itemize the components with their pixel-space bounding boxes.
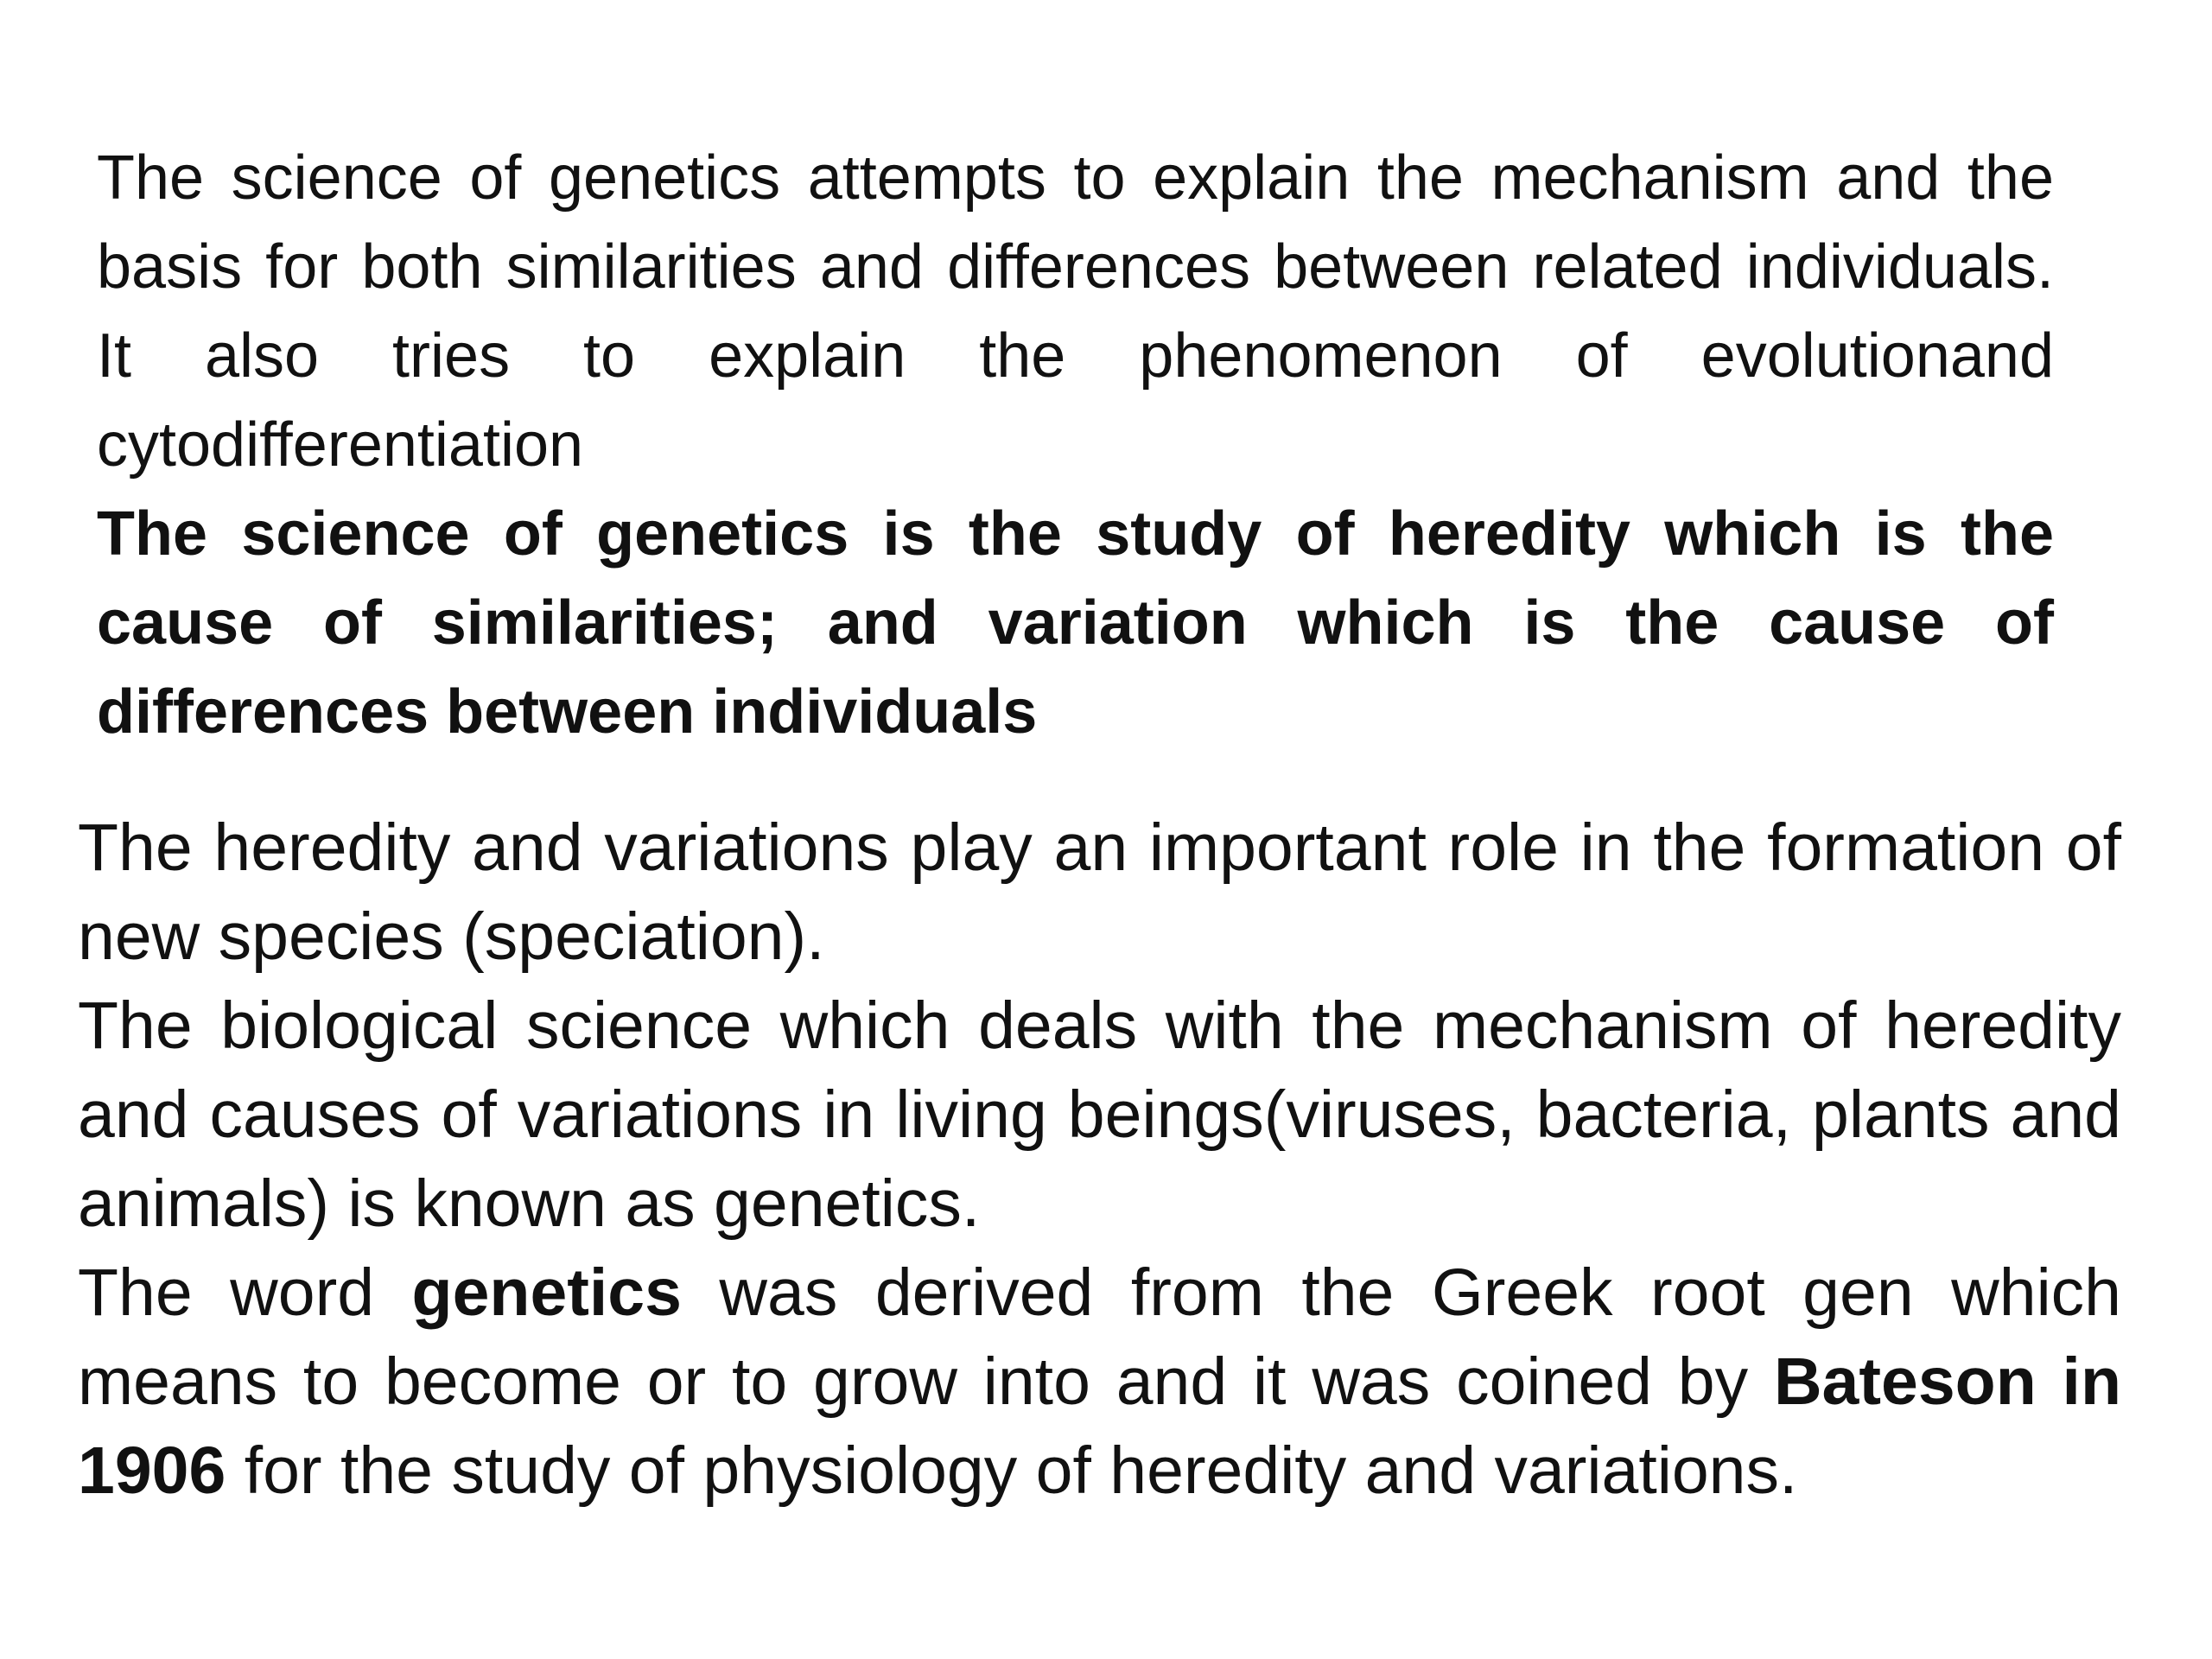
bateson-citation: Bateson in 1906 [78,1344,2121,1508]
intro-paragraph: The science of genetics attempts to explain the mechanism and the basis for both similarities and differences between related individuals. It also tries to explain the phenomenon of evolutionand cytodifferentiation [97,143,2054,480]
origin-text-3: for the study of physiology of heredity and variations. [226,1433,1798,1508]
word-origin-paragraph [78,1249,2121,1516]
intro-text-block [97,134,2054,757]
origin-text-2: was derived from the Greek root gen which means to become or to grow into and it was coined by [78,1255,2121,1419]
genetics-definition-bold: The science of genetics is the study of heredity which is the cause of similarities; and variation which is the cause of differences between individuals [97,499,2054,747]
speciation-paragraph: The heredity and variations play an important role in the formation of new species (speciation). [78,810,2121,974]
genetics-term: genetics [411,1255,682,1330]
origin-text-1: The word [78,1255,412,1330]
genetics-definition-paragraph: The biological science which deals with the mechanism of heredity and causes of variations in living beings(viruses, bacteria, plants and animals) is known as genetics. [78,988,2121,1241]
body-text-block [78,804,2121,1516]
